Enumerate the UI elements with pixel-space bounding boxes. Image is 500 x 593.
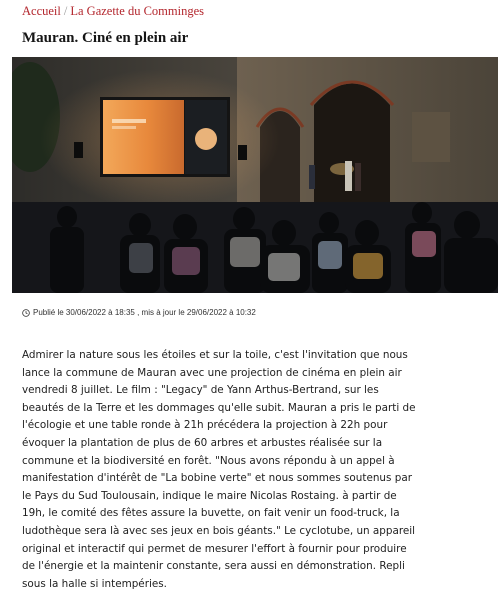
article-date-text: Publié le 30/06/2022 à 18:35 , mis à jour le 29/06/2022 à 10:32 <box>33 308 256 317</box>
article-photo <box>12 57 498 293</box>
article-meta <box>22 308 256 317</box>
breadcrumb-section-link[interactable]: La Gazette du Comminges <box>70 4 205 18</box>
breadcrumb <box>22 4 204 19</box>
clock-icon <box>22 309 30 317</box>
breadcrumb-home-link[interactable]: Accueil <box>22 4 61 18</box>
article-title: Mauran. Ciné en plein air <box>22 30 189 46</box>
article-body: Admirer la nature sous les étoiles et sur la toile, c'est l'invitation que nous lance la commune de Mauran avec une projection de cinéma en plein air vendredi 8 juillet. Le film : "Legacy" de Yann Arthus-Bertrand, sur les beautés de la Terre et les dommages qu'elle subit. Mauran a pris le parti de l'écologie et une table ronde à 21h précédera la projection à 22h pour évoquer la plantation de plus de 60 arbres et arbustes réalisée sur la commune et la biodiversité en forêt. "Nous avons répondu à un appel à manifestation d'intérêt de "La bobine verte" et nous sommes soutenus par le Pays du Sud Toulousain, indique le maire Nicolas Rostaing. à partir de 19h, le comité des fêtes assure la buvette, on fait venir un food-truck, la ludothèque sera là avec ses jeux en bois géants." Le cyclotube, un appareil original et interactif qui permet de mesurer l'effort à fournir pour produire de l'énergie et la maintenir constante, sera aussi en démonstration. Repli sous la halle si intempéries. <box>22 349 416 590</box>
breadcrumb-separator: / <box>63 4 68 18</box>
